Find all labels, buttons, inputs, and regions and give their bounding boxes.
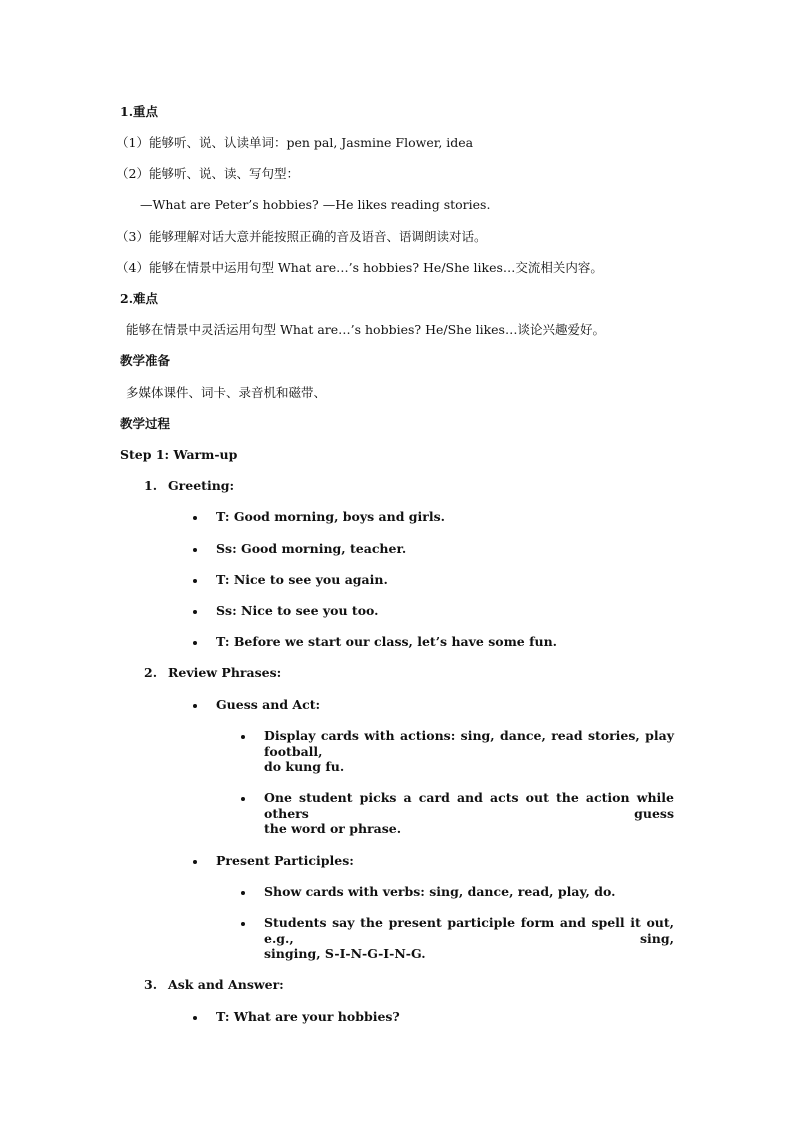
guess-act-item-1: Display cards with actions: sing, dance, read stories, play football, bbox=[264, 728, 674, 759]
key-point-1: （1）能够听、说、认读单词：pen pal, Jasmine Flower, idea bbox=[116, 135, 474, 150]
guess-act-item-2-cont: the word or phrase. bbox=[264, 821, 402, 836]
greeting-line-5: T: Before we start our class, let’s have some fun. bbox=[216, 634, 558, 649]
bullet-icon bbox=[193, 516, 197, 520]
review-phrases-title: Review Phrases: bbox=[168, 665, 282, 680]
difficulty-heading: 2.难点 bbox=[120, 291, 159, 306]
ask-answer-title: Ask and Answer: bbox=[168, 977, 284, 992]
present-participles-title: Present Participles: bbox=[216, 853, 354, 868]
bullet-icon bbox=[193, 1016, 197, 1020]
greeting-line-2: Ss: Good morning, teacher. bbox=[216, 541, 407, 556]
present-participles-item-2: Students say the present participle form and spell it out, e.g., sing, bbox=[264, 915, 674, 946]
guess-act-item-2: One student picks a card and acts out the action while others guess bbox=[264, 790, 674, 821]
guess-act-item-1-cont: do kung fu. bbox=[264, 759, 345, 774]
guess-act-title: Guess and Act: bbox=[216, 697, 321, 712]
bullet-icon bbox=[193, 860, 197, 864]
key-points-heading: 1.重点 bbox=[120, 104, 159, 119]
bullet-icon bbox=[241, 735, 245, 739]
bullet-icon bbox=[241, 891, 245, 895]
prep-text: 多媒体课件、词卡、录音机和磁带、 bbox=[126, 385, 327, 400]
bullet-icon bbox=[241, 922, 245, 926]
key-point-4: （4）能够在情景中运用句型 What are…’s hobbies? He/She likes…交流相关内容。 bbox=[116, 260, 603, 275]
bullet-icon bbox=[193, 579, 197, 583]
list-number: 2. bbox=[144, 665, 158, 680]
step1-heading: Step 1: Warm-up bbox=[120, 447, 238, 462]
bullet-icon bbox=[193, 641, 197, 645]
present-participles-item-1: Show cards with verbs: sing, dance, read, play, do. bbox=[264, 884, 616, 899]
greeting-line-4: Ss: Nice to see you too. bbox=[216, 603, 379, 618]
list-number: 1. bbox=[144, 478, 158, 493]
bullet-icon bbox=[193, 548, 197, 552]
process-heading: 教学过程 bbox=[120, 416, 171, 431]
prep-heading: 教学准备 bbox=[120, 353, 171, 368]
greeting-line-1: T: Good morning, boys and girls. bbox=[216, 509, 446, 524]
present-participles-item-2-cont: singing, S-I-N-G-I-N-G. bbox=[264, 946, 426, 961]
greeting-line-3: T: Nice to see you again. bbox=[216, 572, 388, 587]
ask-answer-line-1: T: What are your hobbies? bbox=[216, 1009, 400, 1024]
bullet-icon bbox=[193, 704, 197, 708]
bullet-icon bbox=[193, 610, 197, 614]
difficulty-text: 能够在情景中灵活运用句型 What are…’s hobbies? He/She likes…谈论兴趣爱好。 bbox=[126, 322, 605, 337]
key-point-3: （3）能够理解对话大意并能按照正确的音及语音、语调朗读对话。 bbox=[116, 229, 487, 244]
key-point-2-example: —What are Peter’s hobbies? —He likes reading stories. bbox=[140, 197, 491, 212]
list-number: 3. bbox=[144, 977, 158, 992]
bullet-icon bbox=[241, 797, 245, 801]
greeting-title: Greeting: bbox=[168, 478, 235, 493]
key-point-2: （2）能够听、说、读、写句型： bbox=[116, 166, 299, 181]
